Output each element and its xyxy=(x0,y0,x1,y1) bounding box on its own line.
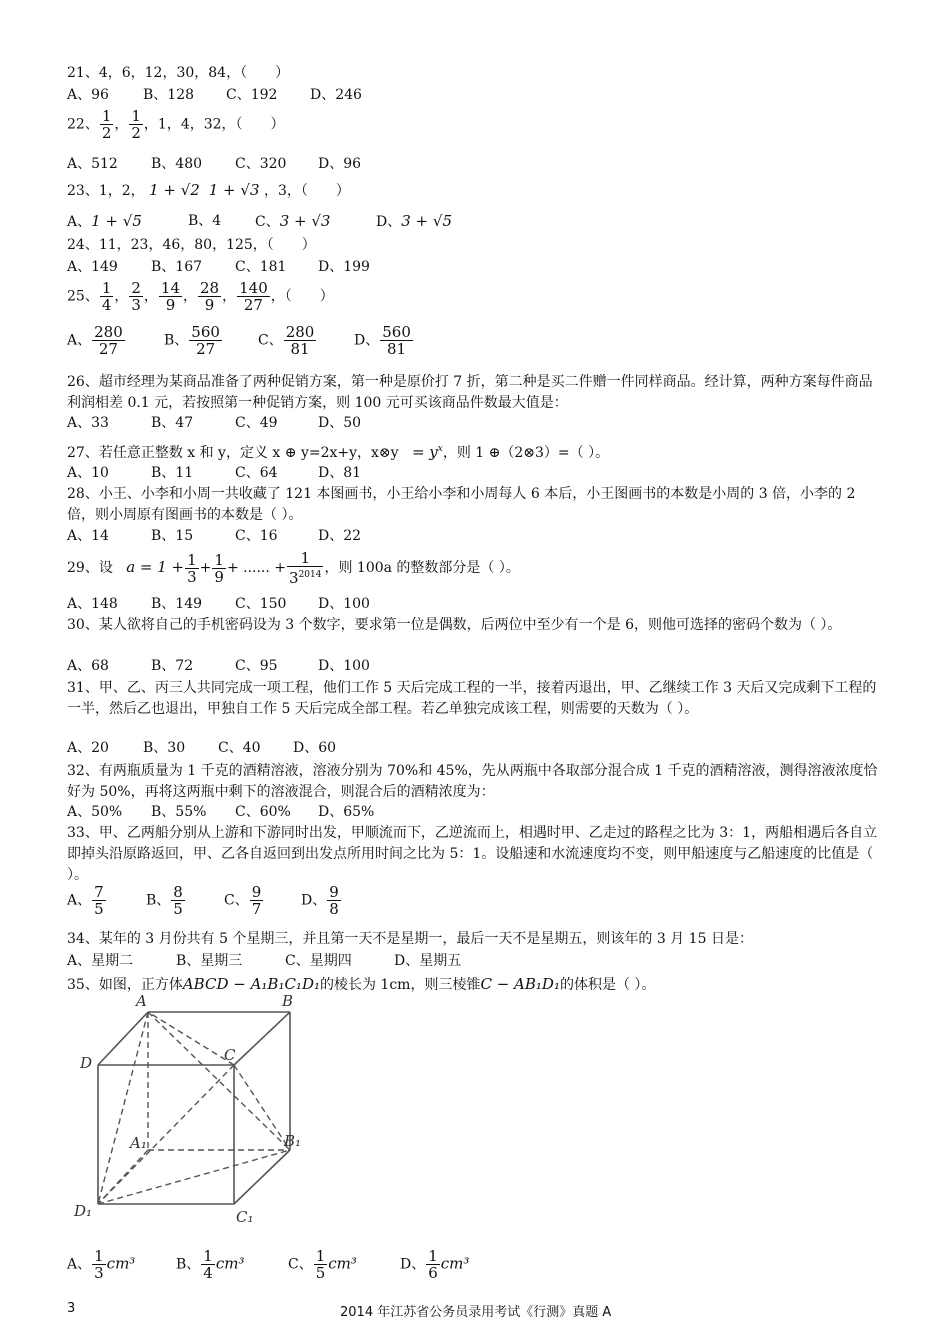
diag-cb1 xyxy=(234,1065,290,1150)
diag-ca xyxy=(148,1012,234,1065)
q25-fraction-3: $\frac{14}{9}$ xyxy=(160,279,181,314)
q21-option-d: D、246 xyxy=(310,87,362,103)
vertex-b-label: B xyxy=(282,992,294,1010)
q23-option-b: B、4 xyxy=(188,213,222,229)
q28-option-c: C、16 xyxy=(235,528,278,544)
q35-option-d: D、 $\frac{1}{6}$ cm³ xyxy=(400,1247,470,1282)
vertex-d1-label: D₁ xyxy=(74,1202,93,1220)
q35-mid: 的棱长为 1cm，则三棱锥 xyxy=(319,977,481,993)
q26-option-b: B、47 xyxy=(151,415,194,431)
q25-fraction-4: $\frac{28}{9}$ xyxy=(200,279,220,314)
q35-pyramid-expr: C − AB₁D₁ xyxy=(480,975,560,993)
q22-option-c: C、320 xyxy=(235,156,287,172)
q30-option-d: D、100 xyxy=(318,658,370,674)
q34-option-c: C、星期四 xyxy=(285,953,352,969)
q28-option-b: B、15 xyxy=(151,528,194,544)
q34-stem: 34、某年的 3 月份共有 5 个星期三，并且第一天不是星期一，最后一天不是星期五，则该年的 3 月 15 日是： xyxy=(67,931,753,947)
q31-option-c: C、40 xyxy=(218,740,261,756)
q35-option-a: A、 $\frac{1}{3}$ cm³ xyxy=(67,1247,136,1282)
q28-stem: 28、小王、小李和小周一共收藏了 121 本图画书，小王给小李和小周每人 6 本后，小王图画书的本数是小周的 3 倍，小李的 2 倍，则小周原有图画书的本数是（ ）。 xyxy=(67,486,856,523)
q26-option-d: D、50 xyxy=(318,415,362,431)
footer-title: 2014 年江苏省公务员录用考试《行测》真题 A xyxy=(340,1305,612,1320)
q25-fraction-5: $\frac{140}{27}$ xyxy=(239,279,268,314)
diag-cd1 xyxy=(98,1065,234,1204)
q35-cube-expr: ABCD − A₁B₁C₁D₁ xyxy=(182,975,320,993)
q22-number: 22、 xyxy=(67,116,99,133)
q25-option-c: C、 $\frac{280}{81}$ xyxy=(258,323,315,358)
q21-option-a: A、96 xyxy=(67,87,109,103)
q21-option-b: B、128 xyxy=(143,87,195,103)
q29-option-b: B、149 xyxy=(151,596,203,612)
q35-option-c: C、 $\frac{1}{5}$ cm³ xyxy=(288,1247,357,1282)
q23-option-d: D、3 + √5 xyxy=(376,212,452,230)
q21-option-c: C、192 xyxy=(226,87,278,103)
q34-option-a: A、星期二 xyxy=(67,953,134,969)
q23-expr-2: 1 + √3 xyxy=(208,181,260,199)
q25-number: 25、 xyxy=(67,288,99,305)
q27-expr: = $y^x$ xyxy=(411,443,443,461)
q23-option-a: A、1 + √5 xyxy=(67,212,142,230)
q27-option-b: B、11 xyxy=(151,465,194,481)
q29-option-c: C、150 xyxy=(235,596,287,612)
q33-option-a: A、 $\frac{7}{5}$ xyxy=(67,883,104,918)
q23-number: 23、1，2， xyxy=(67,183,145,199)
q29-stem: 29、设 a = 1 + $\frac{1}{3}$ + $\frac{1}{9}$ + ...... + $\frac{1}{3^{2014}}$ ，则 100a 的整数部分是（ ）。 xyxy=(67,549,520,587)
q29-number: 29、设 xyxy=(67,560,113,576)
q25-fraction-1: $\frac{1}{4}$ xyxy=(101,279,112,314)
q31-stem: 31、甲、乙、丙三人共同完成一项工程，他们工作 5 天后完成工程的一半，接着丙退出，甲、乙继续工作 3 天后又完成剩下工程的一半，然后乙也退出，甲独自工作 5 天后完成全部工程。若乙单独完成该工程，则需要的天数为（ ）。 xyxy=(67,680,877,717)
q27-option-c: C、64 xyxy=(235,465,278,481)
q25-stem: 25、 $\frac{1}{4}$ ， $\frac{2}{3}$ ， $\frac{14}{9}$ ， $\frac{28}{9}$ ， $\frac{140}{27}$ ，（ ） xyxy=(67,279,334,314)
q24-stem: 24、11，23，46，80，125，（ ） xyxy=(67,237,316,253)
edge-ad xyxy=(98,1012,148,1065)
cube-figure xyxy=(70,992,310,1227)
q25-option-a: A、 $\frac{280}{27}$ xyxy=(67,323,123,358)
vertex-c1-label: C₁ xyxy=(236,1208,254,1226)
q29-dots: + ...... + xyxy=(226,560,287,576)
diag-ad1 xyxy=(98,1012,148,1204)
q23-rest: ，3，（ ） xyxy=(263,183,350,199)
q26-option-c: C、49 xyxy=(235,415,278,431)
q25-fraction-2: $\frac{2}{3}$ xyxy=(131,279,141,314)
q35-rest: 的体积是（ ）。 xyxy=(559,977,656,993)
q31-option-a: A、20 xyxy=(67,740,109,756)
vertex-b1-label: B₁ xyxy=(284,1132,302,1150)
q29-option-a: A、148 xyxy=(67,596,118,612)
q32-stem: 32、有两瓶质量为 1 千克的酒精溶液，溶液分别为 70%和 45%，先从两瓶中各取部分混合成 1 千克的酒精溶液，测得溶液浓度恰好为 50%，再将这两瓶中剩下的溶液混合，则混合后的酒精浓度为： xyxy=(67,763,878,800)
page-number: 3 xyxy=(67,1301,76,1316)
q29-fraction-1: $\frac{1}{3}$ xyxy=(187,550,197,586)
q22-fraction-2: $\frac{1}{2}$ xyxy=(131,107,141,142)
q31-option-b: B、30 xyxy=(143,740,186,756)
q27-text: 27、若任意正整数 x 和 y，定义 x ⊕ y=2x+y，x⊗y xyxy=(67,445,399,461)
q21-stem: 21、4，6，12，30，84，（ ） xyxy=(67,65,290,81)
q25-option-d: D、 $\frac{560}{81}$ xyxy=(354,323,411,358)
q30-option-a: A、68 xyxy=(67,658,109,674)
q23-expr-1: 1 + √2 xyxy=(149,181,200,199)
q26-stem: 26、超市经理为某商品准备了两种促销方案，第一种是原价打 7 折，第二种是买二件赠一件同样商品。经计算，两种方案每件商品利润相差 0.1 元，若按照第一种促销方案，则 100 元可买该商品件数最大值是： xyxy=(67,374,873,411)
q30-stem: 30、某人欲将自己的手机密码设为 3 个数字，要求第一位是偶数，后两位中至少有一个是 6，则他可选择的密码个数为（ ）。 xyxy=(67,617,842,633)
q32-option-c: C、60% xyxy=(235,804,291,820)
q24-option-b: B、167 xyxy=(151,259,203,275)
q33-option-d: D、 $\frac{9}{8}$ xyxy=(301,883,339,918)
q33-option-b: B、 $\frac{8}{5}$ xyxy=(146,883,183,918)
q29-fraction-2: $\frac{1}{9}$ xyxy=(214,550,224,586)
vertex-d-label: D xyxy=(80,1054,93,1072)
q33-option-c: C、 $\frac{9}{7}$ xyxy=(224,883,262,918)
q25-rest: ，（ ） xyxy=(270,288,334,305)
vertex-a-label: A xyxy=(136,992,147,1010)
q24-option-d: D、199 xyxy=(318,259,370,275)
q27-stem xyxy=(67,440,609,462)
q34-option-d: D、星期五 xyxy=(394,953,462,969)
q22-rest: ，1，4，32，（ ） xyxy=(143,116,285,133)
q25-option-b: B、 $\frac{560}{27}$ xyxy=(164,323,220,358)
q35-number: 35、如图，正方体 xyxy=(67,977,183,993)
q27-option-d: D、81 xyxy=(318,465,362,481)
q22-option-a: A、512 xyxy=(67,156,118,172)
edge-bc xyxy=(234,1012,290,1065)
q28-option-a: A、14 xyxy=(67,528,109,544)
q29-fraction-3: $\frac{1}{3^{2014}}$ xyxy=(289,549,322,587)
q27-option-a: A、10 xyxy=(67,465,109,481)
q29-option-d: D、100 xyxy=(318,596,370,612)
q24-option-a: A、149 xyxy=(67,259,118,275)
q24-option-c: C、181 xyxy=(235,259,287,275)
q26-option-a: A、33 xyxy=(67,415,109,431)
q28-option-d: D、22 xyxy=(318,528,362,544)
vertex-c-label: C xyxy=(224,1046,236,1064)
q29-expr: a = 1 + xyxy=(126,558,185,576)
q32-option-d: D、65% xyxy=(318,804,375,820)
q35-option-b: B、 $\frac{1}{4}$ cm³ xyxy=(176,1247,245,1282)
q31-option-d: D、60 xyxy=(293,740,337,756)
q34-option-b: B、星期三 xyxy=(176,953,243,969)
q27-rest: ，则 1 ⊕（2⊗3）=（ ）。 xyxy=(442,445,610,461)
q22-stem: 22、 $\frac{1}{2}$ ， $\frac{1}{2}$ ，1，4，32，（ ） xyxy=(67,107,285,142)
q33-stem: 33、甲、乙两船分别从上游和下游同时出发，甲顺流而下，乙逆流而上，相遇时甲、乙走过的路程之比为 3：1，两船相遇后各自立即掉头沿原路返回，甲、乙各自返回到出发点所用时间之比为 5：1。设船速和水流速度均不变，则甲船速度与乙船速度的比值是（ ）。 xyxy=(67,825,878,883)
q23-option-c: C、3 + √3 xyxy=(255,212,331,230)
q22-option-d: D、96 xyxy=(318,156,362,172)
q30-option-c: C、95 xyxy=(235,658,278,674)
q22-fraction-1: $\frac{1}{2}$ xyxy=(101,107,112,142)
q29-rest: ，则 100a 的整数部分是（ ）。 xyxy=(324,560,520,576)
q30-option-b: B、72 xyxy=(151,658,194,674)
q32-option-b: B、55% xyxy=(151,804,207,820)
q22-option-b: B、480 xyxy=(151,156,203,172)
vertex-a1-label: A₁ xyxy=(130,1134,147,1152)
q32-option-a: A、50% xyxy=(67,804,123,820)
q23-stem xyxy=(67,181,350,200)
